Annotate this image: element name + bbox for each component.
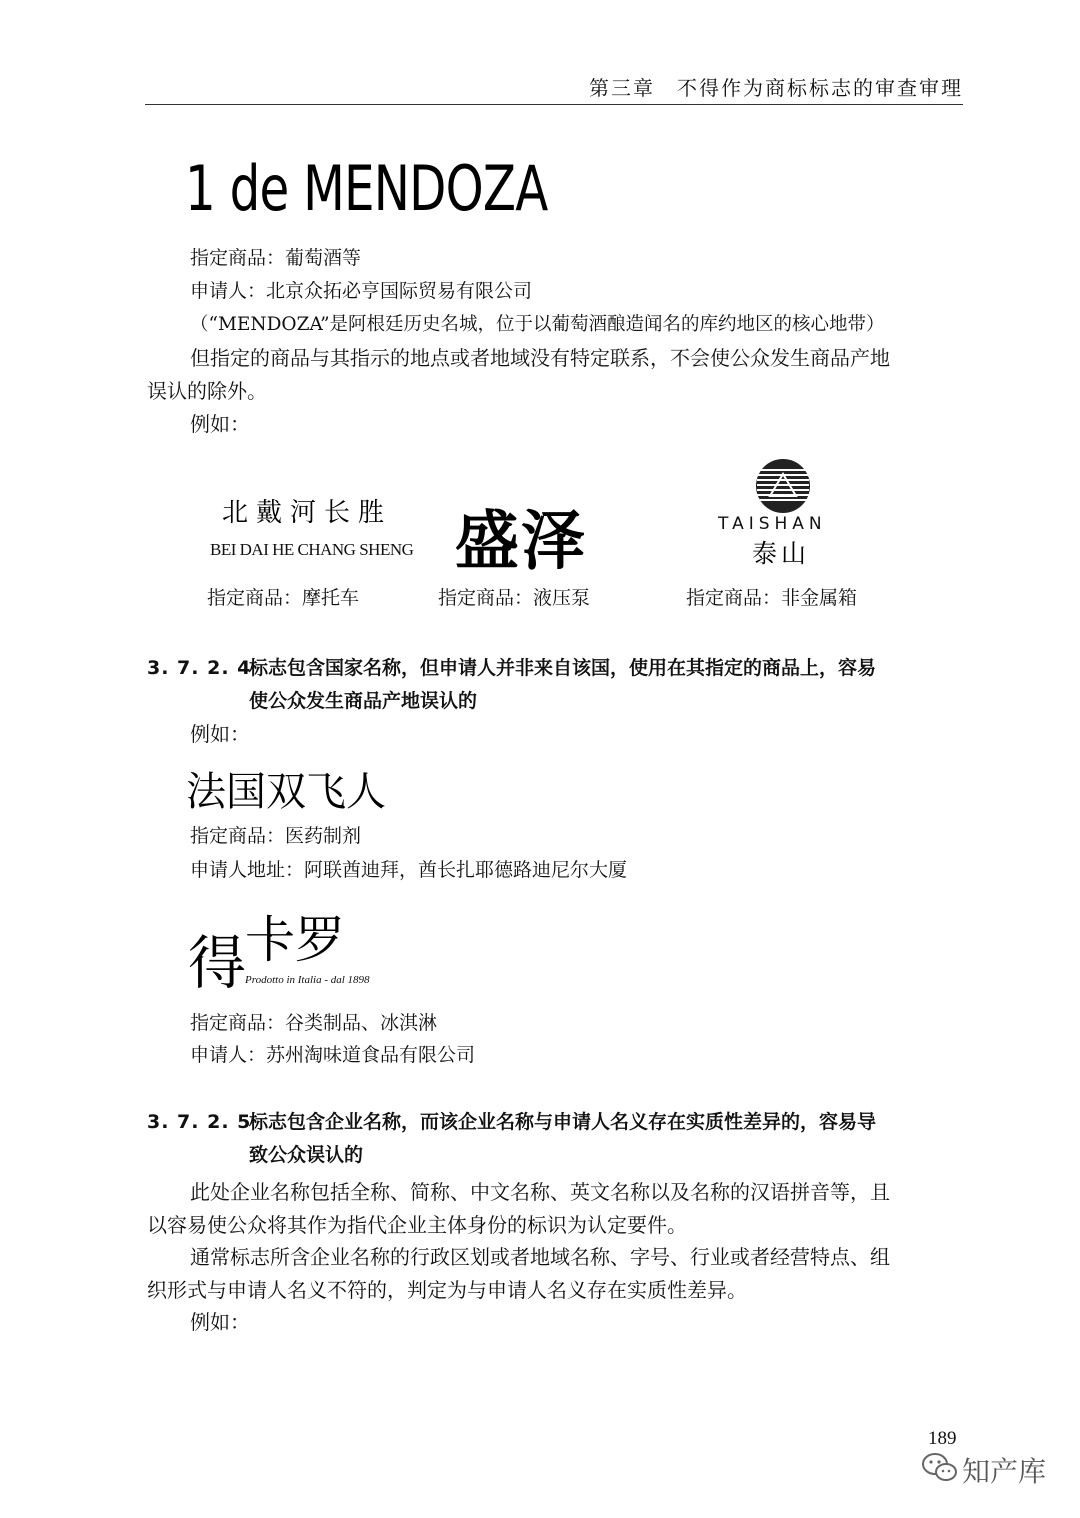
taishan-emblem-icon [748,456,818,516]
section-title: 使公众发生商品产地误认的 [249,690,478,712]
mendoza-applicant: 申请人：北京众拓必亨国际贸易有限公司 [190,280,533,302]
dekaluo-logo-char: 得 [188,929,247,997]
faguoshuangfeiren-logo: 法国双飞人 [186,769,386,815]
section-title: 致公众误认的 [249,1144,364,1166]
page-number: 189 [928,1428,957,1449]
example-label: 例如： [190,722,250,746]
taishan-logo-cn: 泰山 [752,539,811,568]
paragraph-line: 误认的除外。 [147,379,267,403]
paragraph-line: 此处企业名称包括全称、简称、中文名称、英文名称以及名称的汉语拼音等，且 [190,1180,890,1204]
beidaihe-goods: 指定商品：摩托车 [207,587,360,609]
example-label: 例如： [190,412,250,436]
section-number: 3. 7. 2. 5 [147,1111,252,1133]
dekaluo-tagline: Prodotto in Italia - dal 1898 [245,974,370,986]
faguo-address: 申请人地址：阿联酋迪拜，酋长扎耶德路迪尼尔大厦 [190,859,628,881]
dekaluo-logo-chars: 卡罗 [245,911,345,969]
wechat-icon [920,1450,960,1486]
example-label: 例如： [190,1310,250,1334]
watermark-text: 知产库 [962,1455,1047,1488]
section-title: 标志包含国家名称，但申请人并非来自该国，使用在其指定的商品上，容易 [249,657,877,679]
shengze-logo: 盛泽 [455,505,587,579]
beidaihe-logo-en: BEI DAI HE CHANG SHENG [210,540,414,559]
section-title: 标志包含企业名称，而该企业名称与申请人名义存在实质性差异的，容易导 [249,1111,877,1133]
shengze-goods: 指定商品：液压泵 [438,587,591,609]
mendoza-note: （“MENDOZA”是阿根廷历史名城，位于以葡萄酒酿造闻名的库约地区的核心地带） [190,314,885,335]
chapter-title: 第三章 不得作为商标标志的审查审理 [589,76,963,100]
dekaluo-applicant: 申请人：苏州淘味道食品有限公司 [190,1044,476,1066]
dekaluo-goods: 指定商品：谷类制品、冰淇淋 [190,1012,438,1034]
taishan-goods: 指定商品：非金属箱 [686,587,858,609]
faguo-goods: 指定商品：医药制剂 [190,825,362,847]
taishan-logo-en: TAISHAN [718,514,827,534]
section-number: 3. 7. 2. 4 [147,657,252,679]
mendoza-logo: 1 de MENDOZA [185,152,548,225]
paragraph-line: 以容易使公众将其作为指代企业主体身份的标识为认定要件。 [147,1213,687,1237]
paragraph-line: 通常标志所含企业名称的行政区划或者地域名称、字号、行业或者经营特点、组 [190,1245,890,1269]
running-header [145,68,963,105]
paragraph-line: 织形式与申请人名义不符的，判定为与申请人名义存在实质性差异。 [147,1278,747,1302]
paragraph-line: 但指定的商品与其指示的地点或者地域没有特定联系，不会使公众发生商品产地 [190,346,890,370]
mendoza-goods: 指定商品：葡萄酒等 [190,247,362,269]
beidaihe-logo-cn: 北戴河长胜 [222,498,393,528]
